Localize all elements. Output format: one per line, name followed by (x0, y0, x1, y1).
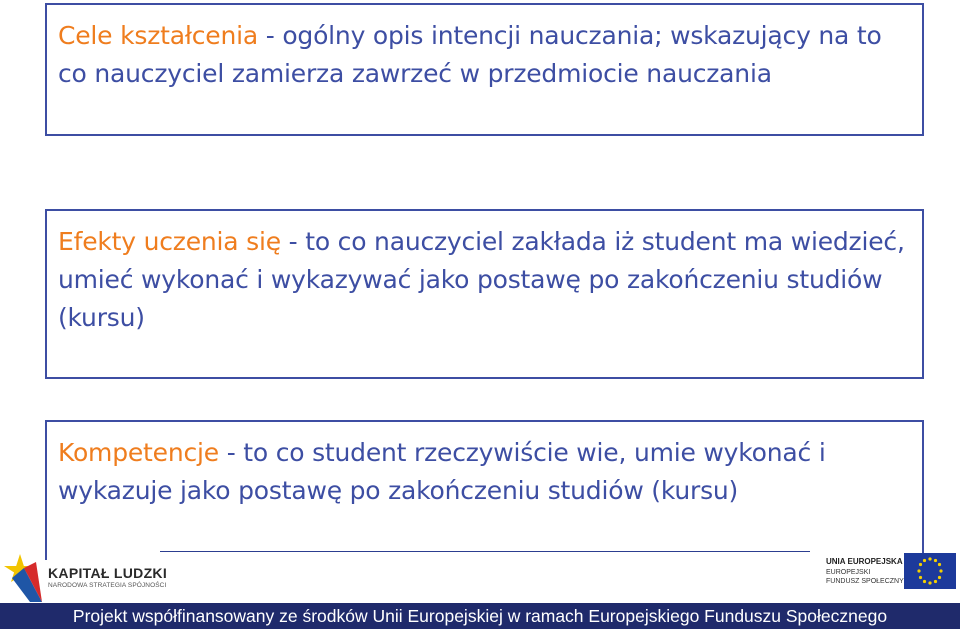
definition-box-competences (45, 420, 924, 560)
definition-text (58, 223, 910, 337)
footer-divider (160, 551, 810, 552)
term-definition: - to co student rzeczywiście wie, umie wykonać i wykazuje jako postawę po zakończeniu studiów (kursu) (58, 438, 826, 505)
definition-text (58, 17, 910, 93)
logo-title: KAPITAŁ LUDZKI (48, 565, 168, 581)
logo-subtitle: NARODOWA STRATEGIA SPÓJNOŚCI (48, 582, 167, 589)
eu-logo-line3: FUNDUSZ SPOŁECZNY (826, 578, 904, 585)
term-label: Kompetencje (58, 438, 219, 467)
footer-funding-note: Projekt współfinansowany ze środków Unii Europejskiej w ramach Europejskiego Funduszu Społecznego (0, 603, 960, 629)
definition-box-learning-outcomes (45, 209, 924, 379)
eu-logo-line1: UNIA EUROPEJSKA (826, 557, 903, 566)
term-definition: - ogólny opis intencji nauczania; wskazujący na to co nauczyciel zamierza zawrzeć w przedmiocie nauczania (58, 21, 882, 88)
definition-box-goals (45, 3, 924, 136)
term-label: Cele kształcenia (58, 21, 258, 50)
term-label: Efekty uczenia się (58, 227, 281, 256)
definition-text (58, 434, 910, 510)
eu-flag-icon (904, 553, 956, 589)
term-definition: - to co nauczyciel zakłada iż student ma wiedzieć, umieć wykonać i wykazywać jako postawę po zakończeniu studiów (kursu) (58, 227, 905, 332)
eu-logo-line2: EUROPEJSKI (826, 569, 871, 576)
